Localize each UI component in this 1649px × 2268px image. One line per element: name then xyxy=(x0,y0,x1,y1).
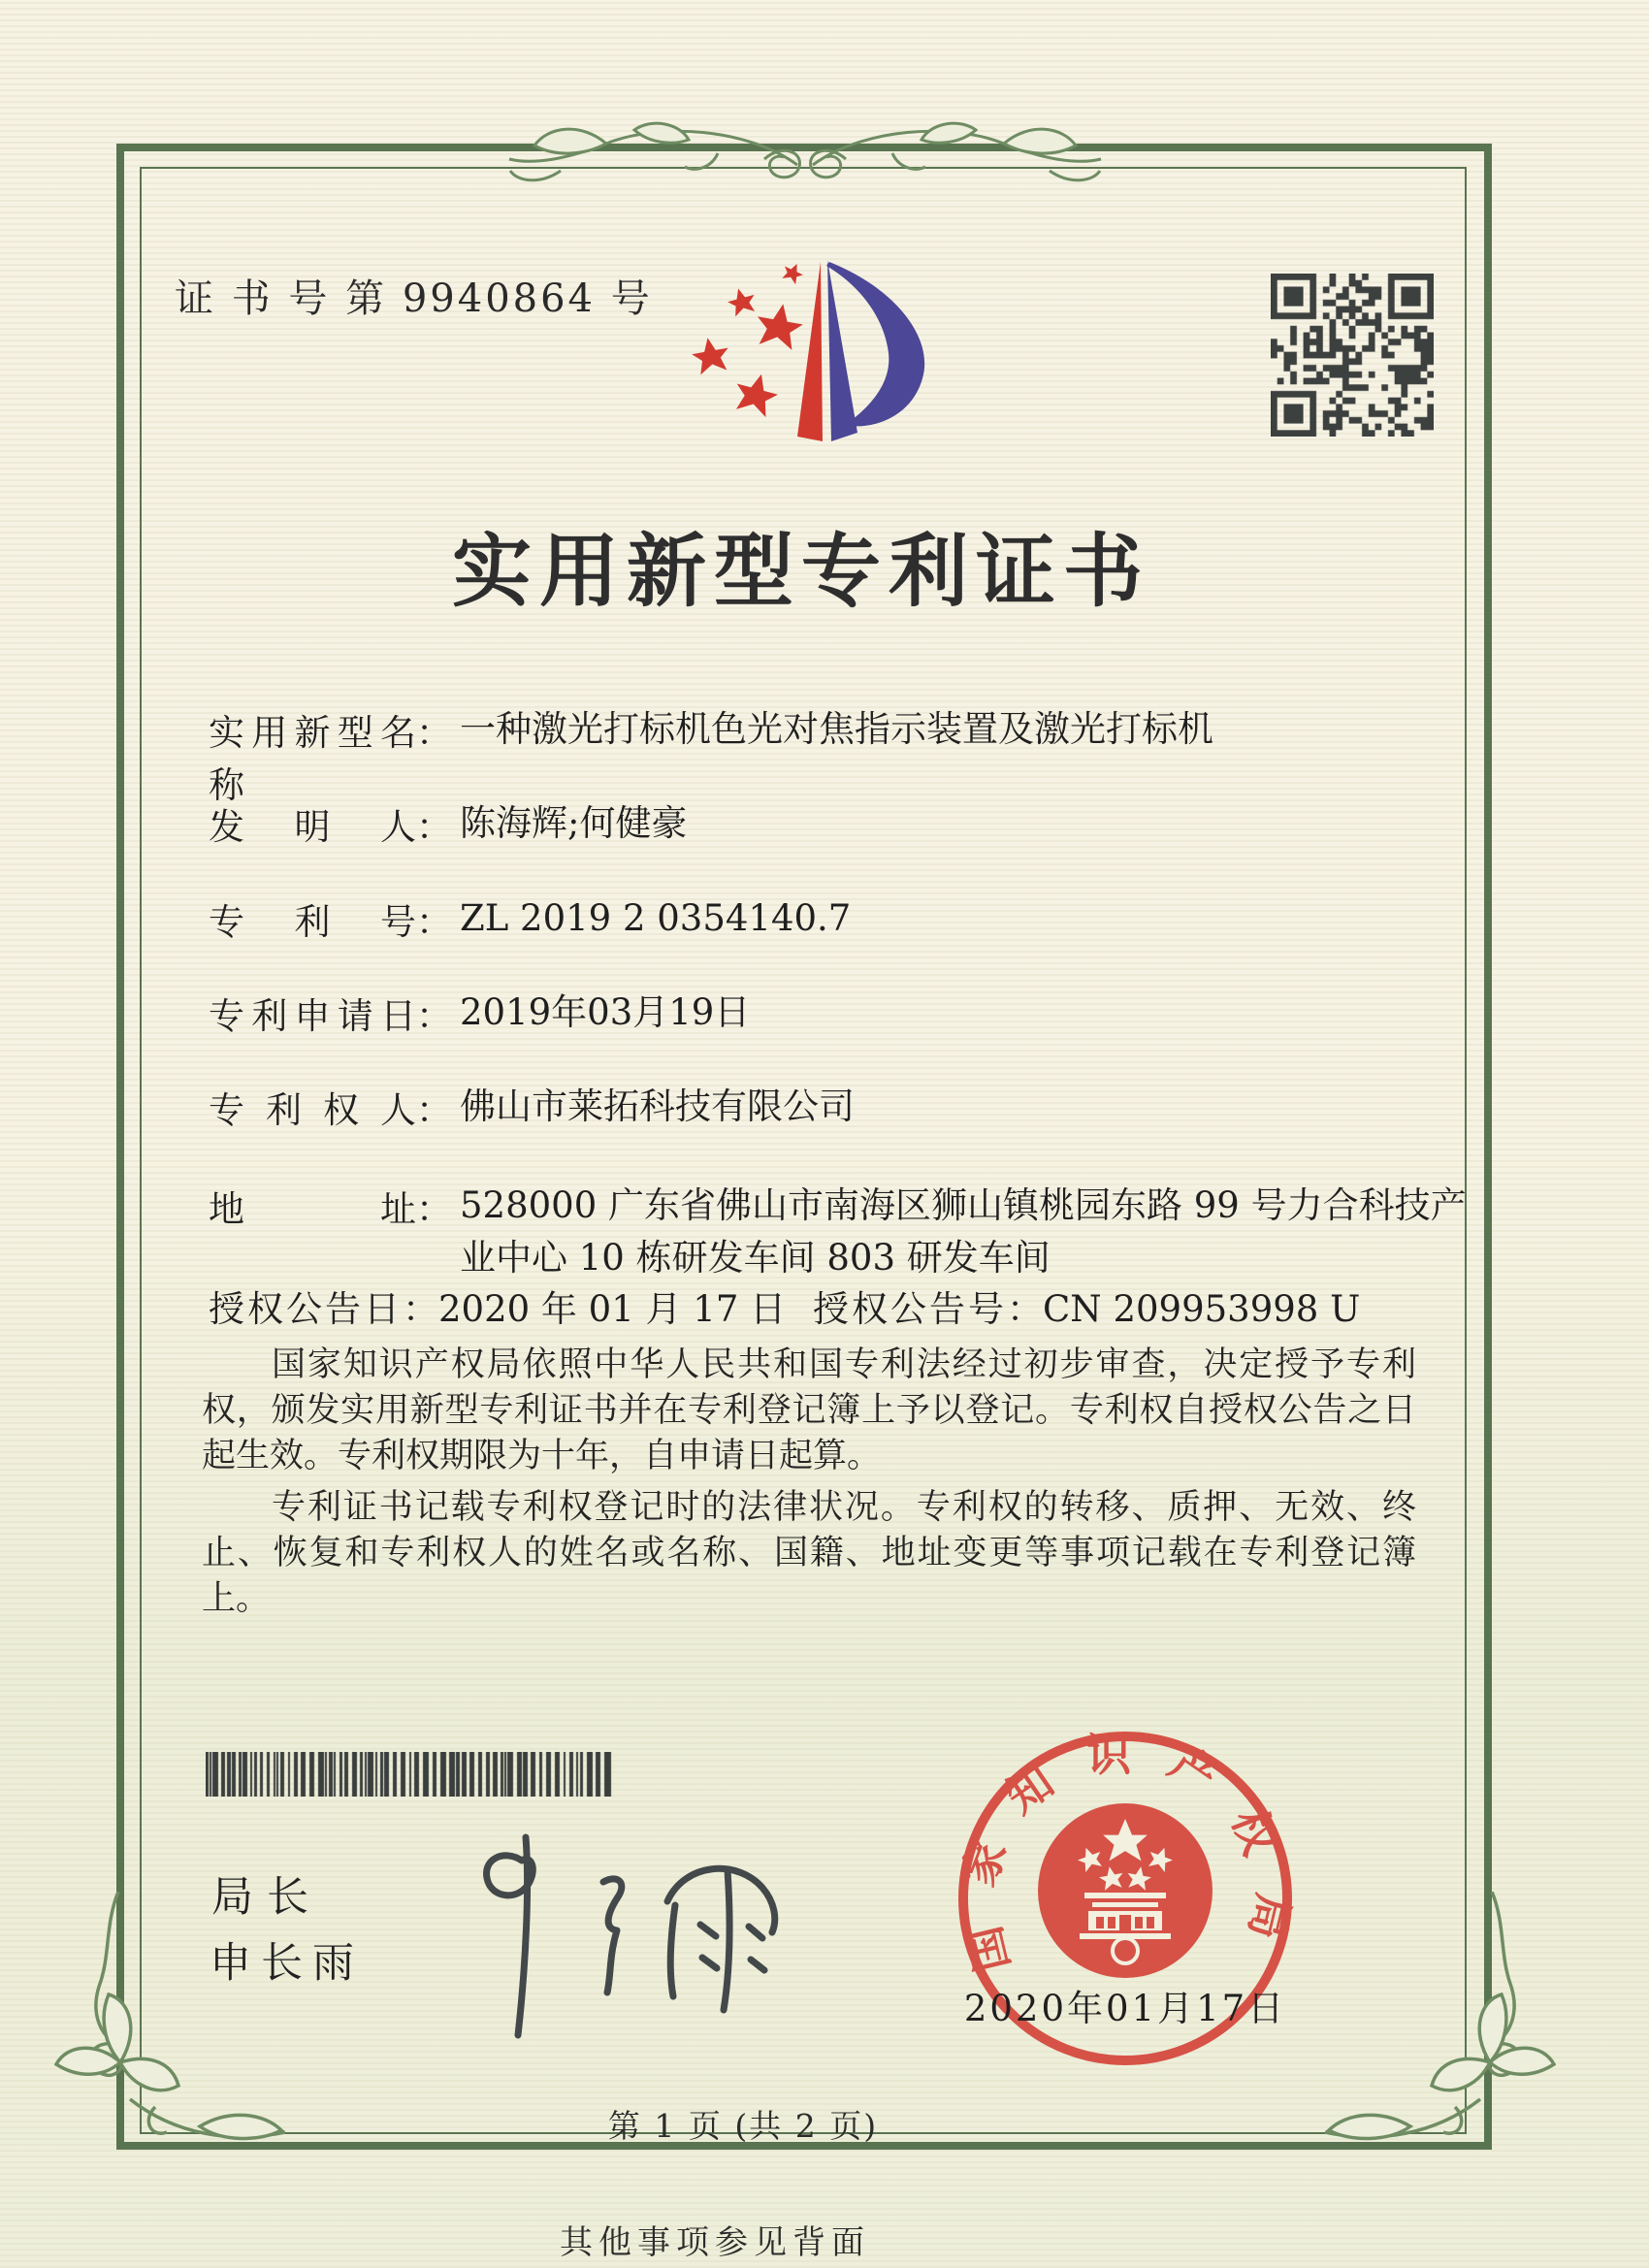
field-value: 佛山市莱拓科技有限公司 xyxy=(460,1085,855,1127)
field-row-patentee xyxy=(209,1081,1471,1133)
director-name: 申长雨 xyxy=(210,1939,364,1988)
certificate-title: 实用新型专利证书 xyxy=(451,525,1150,618)
seal-date: 2020年01月17日 xyxy=(963,1988,1287,2029)
field-label: 专利权人 xyxy=(209,1089,416,1131)
barcode xyxy=(206,1752,613,1797)
page-number: 第 1 页 (共 2 页) xyxy=(607,2107,879,2145)
field-label: 地址 xyxy=(209,1188,416,1230)
field-value: 陈海辉;何健豪 xyxy=(460,802,688,844)
cnipa-round-seal-icon xyxy=(931,1710,1319,2098)
certificate-number: 证 书 号 第 9940864 号 xyxy=(175,276,653,321)
field-row-address xyxy=(209,1180,1471,1283)
field-row-filing-date xyxy=(209,987,1471,1039)
grant-date-value: 2020 年 01 月 17 日 xyxy=(438,1288,787,1330)
grant-date-label: 授权公告日 xyxy=(209,1288,403,1330)
field-row-patent-number xyxy=(209,892,1471,945)
field-row-inventor xyxy=(209,797,1471,850)
field-value: 一种激光打标机色光对焦指示装置及激光打标机 xyxy=(460,708,1213,750)
field-colon: ： xyxy=(403,1288,438,1330)
legal-paragraph-1: 国家知识产权局依照中华人民共和国专利法经过初步审查，决定授予专利权，颁发实用新型专利证书并在专利登记簿上予以登记。专利权自授权公告之日起生效。专利权期限为十年，自申请日起算。 xyxy=(202,1345,1416,1475)
grant-row xyxy=(209,1280,1360,1332)
cnipa-star-p-logo-icon xyxy=(674,250,936,454)
legal-paragraph-2: 专利证书记载专利权登记时的法律状况。专利权的转移、质押、无效、终止、恢复和专利权人的姓名或名称、国籍、地址变更等事项记载在专利登记簿上。 xyxy=(202,1488,1416,1618)
grant-number-label: 授权公告号 xyxy=(813,1288,1007,1330)
field-value: ZL 2019 2 0354140.7 xyxy=(460,897,852,939)
field-colon: ： xyxy=(416,1188,452,1230)
field-colon: ： xyxy=(416,1089,452,1131)
field-colon: ： xyxy=(1007,1288,1043,1330)
field-colon: ： xyxy=(416,806,452,848)
field-label: 专利申请日 xyxy=(209,995,416,1037)
grant-number-value: CN 209953998 U xyxy=(1043,1288,1361,1330)
field-label: 专利号 xyxy=(209,901,416,943)
field-label: 发明人 xyxy=(209,806,416,848)
legal-text xyxy=(202,1343,1416,1622)
field-colon: ： xyxy=(416,712,452,754)
field-value: 2019年03月19日 xyxy=(460,991,751,1033)
field-value: 528000 广东省佛山市南海区狮山镇桃园东路 99 号力合科技产业中心 10 栋研发车间 803 研发车间 xyxy=(460,1184,1467,1279)
back-note: 其他事项参见背面 xyxy=(560,2223,870,2262)
seal-ring-text: 国家知识产权局 xyxy=(950,1728,1301,1977)
director-label: 局长 xyxy=(211,1873,322,1922)
field-label: 实用新型名称 xyxy=(209,712,416,806)
field-colon: ： xyxy=(416,995,452,1037)
grant-date-pair xyxy=(209,1280,813,1332)
field-colon: ： xyxy=(416,901,452,943)
qr-code xyxy=(1271,274,1434,437)
grant-number-pair xyxy=(813,1288,1360,1330)
field-row-invention-name xyxy=(209,703,1471,808)
top-floral-ornament-icon xyxy=(490,95,1120,202)
director-signature-icon xyxy=(436,1820,834,2048)
